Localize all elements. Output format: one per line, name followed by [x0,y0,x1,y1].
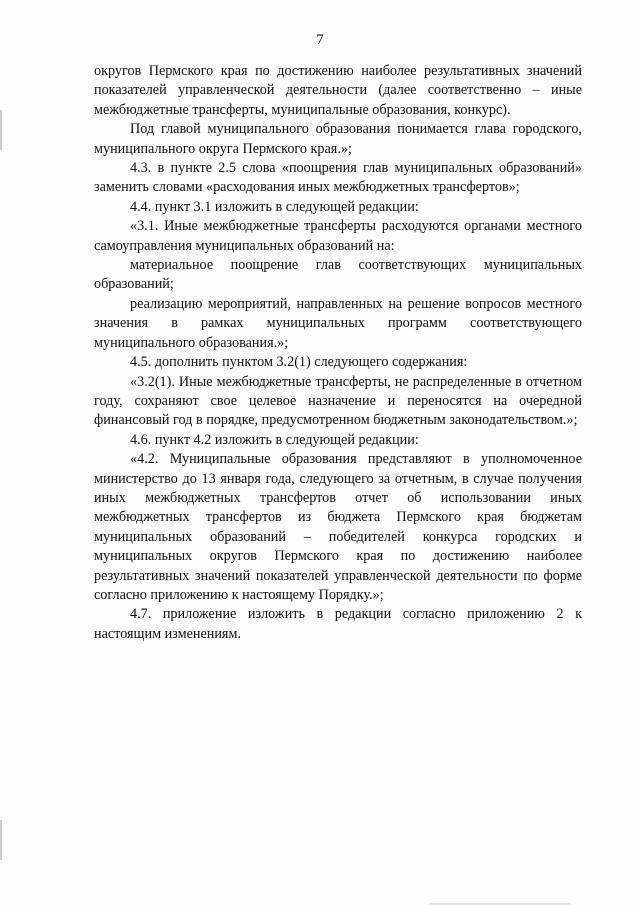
paragraph: материальное поощрение глав соответствующих муниципальных образований; [94,257,582,293]
paragraph: реализацию мероприятий, направленных на решение вопросов местного значения в рамках муниципальных программ соответствующего муниципального образования.»; [94,295,582,351]
scan-edge-mark [0,820,2,860]
paragraph: 4.3. в пункте 2.5 слова «поощрения глав муниципальных образований» заменить словами «расходования иных межбюджетных трансфертов»; [94,160,582,196]
page-number: 7 [316,32,324,48]
paragraph: Под главой муниципального образования понимается глава городского, муниципального округа Пермского края.»; [94,121,582,157]
paragraph: 4.6. пункт 4.2 изложить в следующей редакции: [130,431,419,448]
paragraph: округов Пермского края по достижению наиболее результативных значений показателей управленческой деятельности (далее соответственно – иные межбюджетные трансферты, муниципальные образования, конкурс). [94,63,582,118]
paragraph: 4.5. дополнить пунктом 3.2(1) следующего содержания: [130,354,468,371]
document-body [94,62,582,644]
paragraph: «3.2(1). Иные межбюджетные трансферты, не распределенные в отчетном году, сохраняют свое целевое назначение и переносятся на очередной финансовый год в порядке, предусмотренном бюджетным законодательством.»; [94,373,582,429]
paragraph: 4.4. пункт 3.1 изложить в следующей редакции: [130,198,419,215]
paragraph: 4.7. приложение изложить в редакции согласно приложению 2 к настоящим изменениям. [94,606,582,642]
scan-edge-mark [0,110,2,150]
paragraph: «3.1. Иные межбюджетные трансферты расходуются органами местного самоуправления муниципальных образований на: [94,218,582,254]
paragraph: «4.2. Муниципальные образования представляют в уполномоченное министерство до 13 января года, следующего за отчетным, в случае получения иных межбюджетных трансфертов отчет об использовании иных межбюджетных трансфертов из бюджета Пермского края бюджетам муниципальных образований – победителей конкурса городских и муниципальных округов Пермского края по достижению наиболее результативных значений показателей управленческой деятельности по форме согласно приложению к настоящему Порядку.»; [94,451,582,603]
